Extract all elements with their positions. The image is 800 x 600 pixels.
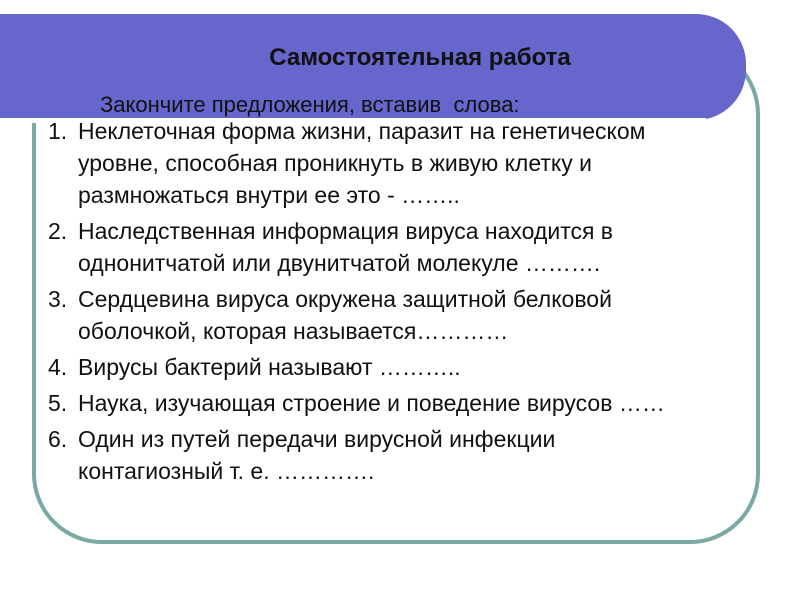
task-4	[48, 351, 760, 383]
task-5	[48, 387, 760, 419]
task-number: 5.	[48, 390, 68, 416]
task-text: Неклеточная форма жизни, паразит на генетическом уровне, способная проникнуть в живую клетку и размножаться внутри ее это - ……..	[78, 118, 646, 208]
instruction-text: Закончите предложения, вставив слова:	[100, 92, 520, 117]
task-6	[48, 423, 760, 487]
task-text: Наследственная информация вируса находится в однонитчатой или двунитчатой молекуле ……….	[78, 218, 614, 276]
task-number: 4.	[48, 354, 68, 380]
task-3	[48, 283, 760, 347]
task-text: Сердцевина вируса окружена защитной белковой оболочкой, которая называется…………	[78, 286, 612, 344]
task-text: Один из путей передачи вирусной инфекции контагиозный т. е. ………….	[78, 426, 556, 484]
page-title: Самостоятельная работа	[269, 44, 571, 71]
task-text: Наука, изучающая строение и поведение вирусов ……	[78, 390, 665, 416]
task-number: 3.	[48, 286, 68, 312]
title-banner	[0, 14, 746, 120]
task-number: 6.	[48, 426, 68, 452]
task-list	[48, 115, 760, 491]
task-number: 2.	[48, 218, 68, 244]
task-number: 1.	[48, 118, 68, 144]
task-1	[48, 115, 760, 211]
task-text: Вирусы бактерий называют ………..	[78, 354, 461, 380]
task-2	[48, 215, 760, 279]
